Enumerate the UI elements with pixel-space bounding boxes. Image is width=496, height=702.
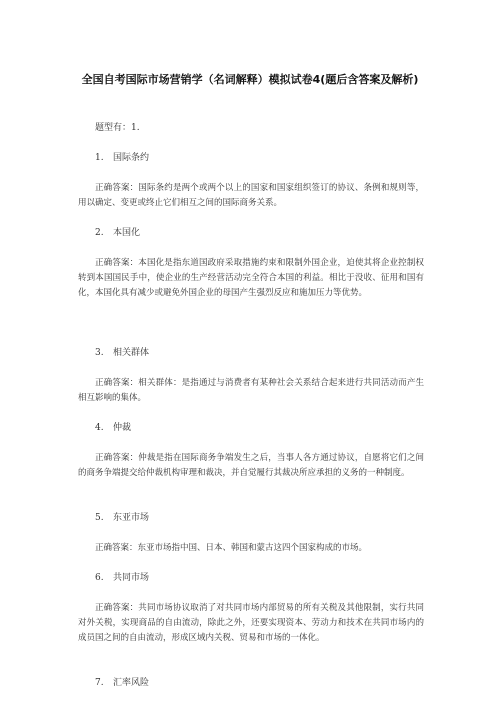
document-title: 全国自考国际市场营销学（名词解释）模拟试卷4(题后含答案及解析) — [81, 73, 419, 86]
question-number: 1. — [95, 153, 104, 163]
answer-paragraph: 正确答案：共同市场协议取消了对共同市场内部贸易的所有关税及其他限制，实行共同对外关税，实现商品的自由流动，除此之外，还要实现资本、劳动力和技术在共同市场内的成员国之间的自由流动，形成区域内关税、贸易和市场的一体化。 — [78, 603, 424, 643]
question-number: 4. — [95, 423, 104, 433]
question-number: 6. — [95, 573, 104, 583]
question-number: 2. — [95, 228, 104, 238]
question-heading — [95, 226, 140, 240]
question-heading — [95, 571, 149, 585]
answer-paragraph: 正确答案：相关群体：是指通过与消费者有某种社会关系结合起来进行共同活动而产生相互影响的集体。 — [78, 378, 424, 403]
question-heading — [95, 421, 131, 435]
question-term: 仲裁 — [113, 423, 132, 433]
question-term: 国际条约 — [113, 153, 150, 163]
question-term: 相关群体 — [113, 348, 150, 358]
answer-paragraph: 正确答案：仲裁是指在国际商务争端发生之后，当事人各方通过协议，自愿将它们之间的商务争端提交给仲裁机构审理和裁决，并自觉履行其裁决所应承担的义务的一种制度。 — [78, 453, 424, 478]
question-heading — [95, 151, 149, 165]
question-term: 汇率风险 — [113, 678, 150, 688]
question-number: 7. — [95, 678, 104, 688]
question-heading — [95, 346, 149, 360]
question-heading — [95, 511, 149, 525]
question-term: 共同市场 — [113, 573, 150, 583]
question-type-line: 题型有：1. — [95, 123, 140, 133]
question-term: 本国化 — [113, 228, 141, 238]
question-number: 3. — [95, 348, 104, 358]
question-heading — [95, 676, 149, 690]
question-number: 5. — [95, 513, 104, 523]
answer-paragraph: 正确答案：东亚市场指中国、日本、韩国和蒙古这四个国家构成的市场。 — [95, 543, 368, 553]
answer-paragraph: 正确答案：本国化是指东道国政府采取措施约束和限制外国企业，迫使其将企业控制权转到本国国民手中，使企业的生产经营活动完全符合本国的利益。相比于没收、征用和国有化，本国化具有减少或避免外国企业的母国产生强烈反应和施加压力等优势。 — [78, 258, 424, 298]
question-term: 东亚市场 — [113, 513, 150, 523]
answer-paragraph: 正确答案：国际条约是两个或两个以上的国家和国家组织签订的协议、条例和规则等，用以确定、变更或终止它们相互之间的国际商务关系。 — [78, 183, 424, 208]
